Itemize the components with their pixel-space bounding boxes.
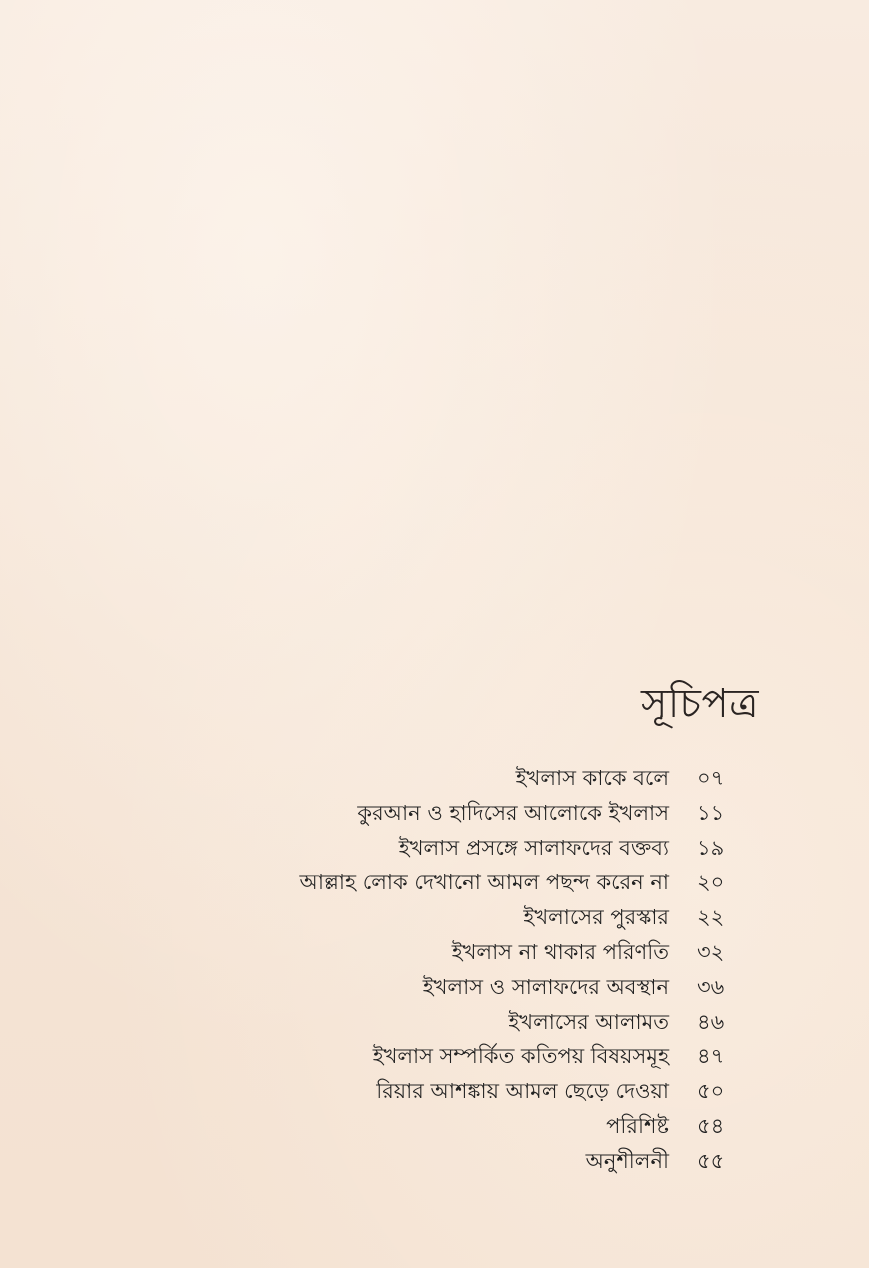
- toc-entry-title: ইখলাস ও সালাফদের অবস্থান: [422, 974, 669, 999]
- toc-entry: [0, 763, 869, 798]
- toc-entry-title: ইখলাস না থাকার পরিণতি: [451, 939, 669, 964]
- toc-entry-title: ইখলাসের আলামত: [508, 1009, 669, 1034]
- toc-entry-page-number: ৩৬: [697, 974, 725, 999]
- toc-entry-page-number: ৫০: [697, 1079, 725, 1104]
- page-title: সূচিপত্র: [641, 681, 759, 727]
- toc-entry-title: কুরআন ও হাদিসের আলোকে ইখলাস: [357, 800, 669, 825]
- toc-entry-page-number: ৪৬: [697, 1009, 725, 1034]
- toc-entry: [0, 1111, 869, 1146]
- toc-entry-title: অনুশীলনী: [585, 1148, 669, 1173]
- toc-entry: [0, 833, 869, 868]
- toc-entry-title: ইখলাসের পুরস্কার: [523, 905, 669, 930]
- toc-entry: [0, 1076, 869, 1111]
- toc-entry: [0, 1146, 869, 1181]
- toc-entry: [0, 902, 869, 937]
- toc-entry-title: রিয়ার আশঙ্কায় আমল ছেড়ে দেওয়া: [376, 1079, 669, 1104]
- toc-entry-page-number: ৫৪: [697, 1113, 725, 1138]
- toc-entry-title: আল্লাহ লোক দেখানো আমল পছন্দ করেন না: [299, 870, 669, 895]
- toc-entry-title: পরিশিষ্ট: [606, 1113, 669, 1138]
- toc-entry-page-number: ২২: [697, 905, 725, 930]
- toc-entry-title: ইখলাস কাকে বলে: [515, 766, 669, 790]
- toc-entry-page-number: ২০: [697, 870, 725, 895]
- toc-entry-title: ইখলাস সম্পর্কিত কতিপয় বিষয়সমূহ: [372, 1044, 669, 1069]
- toc-entry-page-number: ১৯: [697, 835, 725, 860]
- toc-entry-page-number: ১১: [697, 800, 725, 825]
- toc-entry: [0, 937, 869, 972]
- toc-entry-page-number: ৩২: [697, 939, 725, 964]
- table-of-contents: [0, 763, 869, 1181]
- toc-entry-title: ইখলাস প্রসঙ্গে সালাফদের বক্তব্য: [398, 835, 669, 860]
- toc-entry: [0, 798, 869, 833]
- toc-entry-page-number: ৫৫: [697, 1148, 725, 1173]
- toc-entry: [0, 867, 869, 902]
- toc-entry: [0, 972, 869, 1007]
- toc-entry-page-number: ০৭: [697, 766, 725, 790]
- toc-entry: [0, 1041, 869, 1076]
- toc-entry-page-number: ৪৭: [697, 1044, 725, 1069]
- toc-entry: [0, 1007, 869, 1042]
